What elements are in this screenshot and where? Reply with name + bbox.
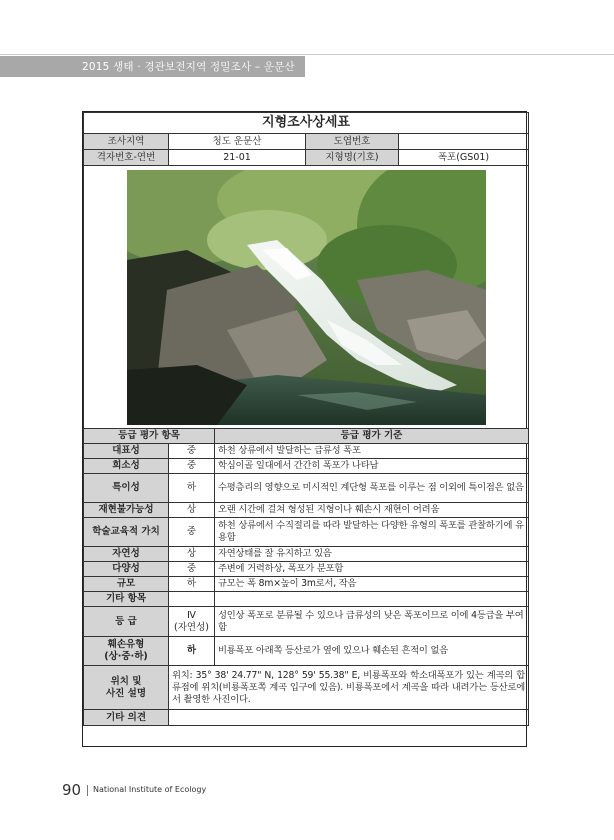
table-row: [84, 459, 529, 474]
header-rule: [0, 54, 614, 55]
damage-type-label-line1: 훼손유형: [107, 639, 145, 650]
eval-item-name: 희소성: [84, 459, 169, 474]
grid-number-value: 21-01: [169, 150, 306, 166]
location-label-line2: 사진 설명: [105, 687, 146, 699]
eval-item-name: 학술교육적 가치: [84, 518, 169, 547]
eval-criteria: 오랜 시간에 걸쳐 형성된 지형이나 훼손시 재현이 어려움: [215, 503, 529, 518]
other-opinion-label: 기타 의견: [84, 710, 169, 726]
eval-item-name: 규모: [84, 577, 169, 592]
eval-criteria: 주변에 거력하상, 폭포가 분포함: [215, 562, 529, 577]
waterfall-photo: [127, 170, 486, 425]
table-row: [84, 518, 529, 547]
map-number-label: 도엽번호: [306, 134, 399, 150]
other-opinion-value: [169, 710, 529, 726]
damage-type-label-line2: (상·중·하): [104, 651, 148, 662]
sheet-title: 지형조사상세표: [84, 113, 529, 134]
table-row: [84, 474, 529, 503]
grid-number-label: 격자번호-연번: [84, 150, 169, 166]
eval-grade: 상: [169, 503, 215, 518]
eval-criteria: 수평층리의 영향으로 미시적인 계단형 폭포를 이루는 점 이외에 특이점은 없음: [215, 474, 529, 503]
map-number-value: [399, 134, 529, 150]
eval-item-header: 등급 평가 항목: [84, 429, 215, 444]
eval-item-name: 자연성: [84, 547, 169, 562]
eval-grade: 하: [169, 577, 215, 592]
footer-divider: [87, 785, 88, 796]
survey-area-value: 청도 운문산: [169, 134, 306, 150]
damage-type-label: [84, 637, 169, 666]
damage-grade: 하: [169, 637, 215, 666]
eval-criteria: 하천 상류에서 수직절리를 따라 발달하는 다양한 유형의 폭포를 관찰하기에 유용함: [215, 518, 529, 547]
location-label-line1: 위치 및: [110, 675, 142, 687]
footer-organization: National Institute of Ecology: [93, 785, 207, 794]
location-description: 위치: 35° 38' 24.77" N, 128° 59' 55.38" E, 비룡폭포와 학소대폭포가 있는 계곡의 합류점에 위치(비룡폭포쪽 계곡 입구에 있음). 비룡폭포에서 계곡을 따라 내려가는 등산로에서 촬영한 사진이다.: [169, 666, 529, 710]
page-number: 90: [62, 781, 82, 799]
eval-grade: 중: [169, 562, 215, 577]
eval-criteria: 학심이골 일대에서 간간히 폭포가 나타남: [215, 459, 529, 474]
final-grade-basis: (자연성): [174, 621, 209, 633]
eval-criteria: 자연상태를 잘 유지하고 있음: [215, 547, 529, 562]
table-row: [84, 444, 529, 459]
landform-name-value: 폭포(GS01): [399, 150, 529, 166]
eval-criteria: 규모는 폭 8m×높이 3m로서, 작음: [215, 577, 529, 592]
eval-criteria: 하천 상류에서 발달하는 급류성 폭포: [215, 444, 529, 459]
eval-grade: 중: [169, 518, 215, 547]
survey-table: [83, 112, 529, 726]
grade-label: 등 급: [84, 607, 169, 637]
table-row: [84, 547, 529, 562]
final-grade: [169, 607, 215, 637]
eval-item-name: 재현불가능성: [84, 503, 169, 518]
eval-grade: 중: [169, 444, 215, 459]
eval-item-name: 대표성: [84, 444, 169, 459]
grade-criteria: 성인상 폭포로 분류될 수 있으나 급류성의 낮은 폭포이므로 이에 4등급을 부여함: [215, 607, 529, 637]
other-items-criteria: [215, 592, 529, 607]
damage-criteria: 비룡폭포 아래쪽 등산로가 옆에 있으나 훼손된 흔적이 없음: [215, 637, 529, 666]
survey-area-label: 조사지역: [84, 134, 169, 150]
eval-item-name: 다양성: [84, 562, 169, 577]
final-grade-value: Ⅳ: [187, 609, 196, 621]
eval-criteria-header: 등급 평가 기준: [215, 429, 529, 444]
photo-cell: [84, 166, 529, 429]
landform-name-label: 지형명(기호): [306, 150, 399, 166]
other-items-grade: [169, 592, 215, 607]
table-row: [84, 503, 529, 518]
eval-grade: 상: [169, 547, 215, 562]
landform-survey-sheet: [82, 111, 527, 747]
eval-grade: 하: [169, 474, 215, 503]
eval-item-name: 특이성: [84, 474, 169, 503]
location-label: [84, 666, 169, 710]
other-items-label: 기타 항목: [84, 592, 169, 607]
eval-grade: 중: [169, 459, 215, 474]
running-header: 2015 생태 · 경관보전지역 정밀조사 – 운문산: [82, 61, 295, 73]
table-row: [84, 562, 529, 577]
table-row: [84, 577, 529, 592]
